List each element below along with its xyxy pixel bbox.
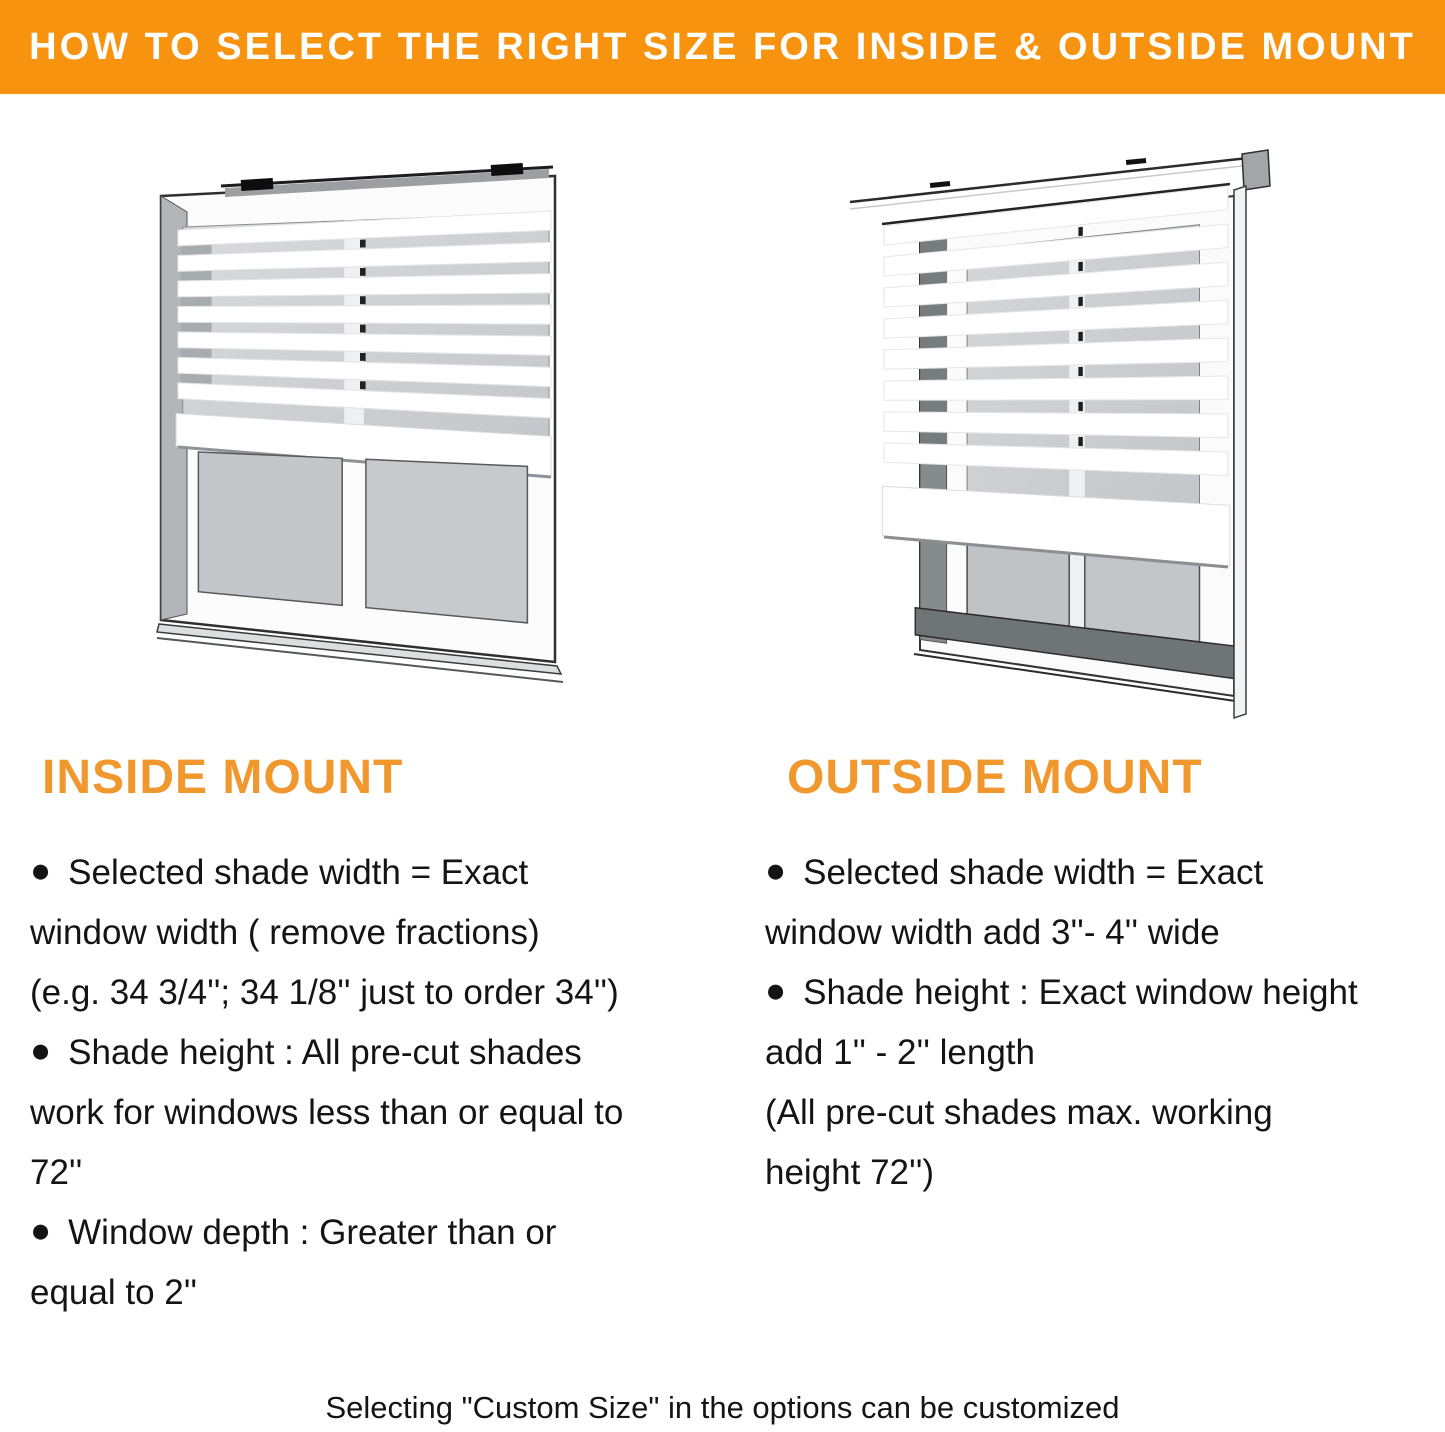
title-banner xyxy=(0,0,1445,94)
bullet-line-continuation: 72'' xyxy=(30,1153,83,1192)
bullet-line-continuation: work for windows less than or equal to xyxy=(30,1093,624,1132)
bullet-dot-icon: ● xyxy=(765,851,787,890)
bullet-line: ● Window depth : Greater than or xyxy=(30,1203,730,1263)
bullet-line-continuation: equal to 2'' xyxy=(30,1273,198,1312)
bullet-line: ● Shade height : Exact window height xyxy=(765,963,1435,1023)
bullet-line-continuation: (e.g. 34 3/4''; 34 1/8'' just to order 34'') xyxy=(30,973,619,1012)
bullet-dot-icon: ● xyxy=(30,1211,52,1250)
bullet-line-continuation: window width ( remove fractions) xyxy=(30,913,540,952)
banner-title: HOW TO SELECT THE RIGHT SIZE FOR INSIDE & OUTSIDE MOUNT xyxy=(29,25,1416,68)
bullet-line: ● Shade height : All pre-cut shades xyxy=(30,1023,730,1083)
custom-size-caption: Selecting "Custom Size" in the options can be customized xyxy=(325,1390,1120,1425)
inside-mount-illustration xyxy=(133,146,583,746)
bullet-line-continuation: (All pre-cut shades max. working xyxy=(765,1093,1273,1132)
bullet-dot-icon: ● xyxy=(765,971,787,1010)
inside-mount-bullet-list xyxy=(30,843,730,1323)
bullet-line-continuation: height 72'') xyxy=(765,1153,935,1192)
bullet-dot-icon: ● xyxy=(30,851,52,890)
bullet-line: ● Selected shade width = Exact xyxy=(765,843,1435,903)
outside-mount-bullet-list xyxy=(765,843,1435,1203)
bullet-line-continuation: add 1'' - 2'' length xyxy=(765,1033,1035,1072)
bullet-dot-icon: ● xyxy=(30,1031,52,1070)
inside-mount-heading: INSIDE MOUNT xyxy=(42,751,404,804)
bullet-line-continuation: window width add 3''- 4'' wide xyxy=(765,913,1220,952)
outside-mount-heading: OUTSIDE MOUNT xyxy=(787,751,1203,804)
bullet-line: ● Selected shade width = Exact xyxy=(30,843,730,903)
outside-mount-illustration xyxy=(838,138,1278,738)
